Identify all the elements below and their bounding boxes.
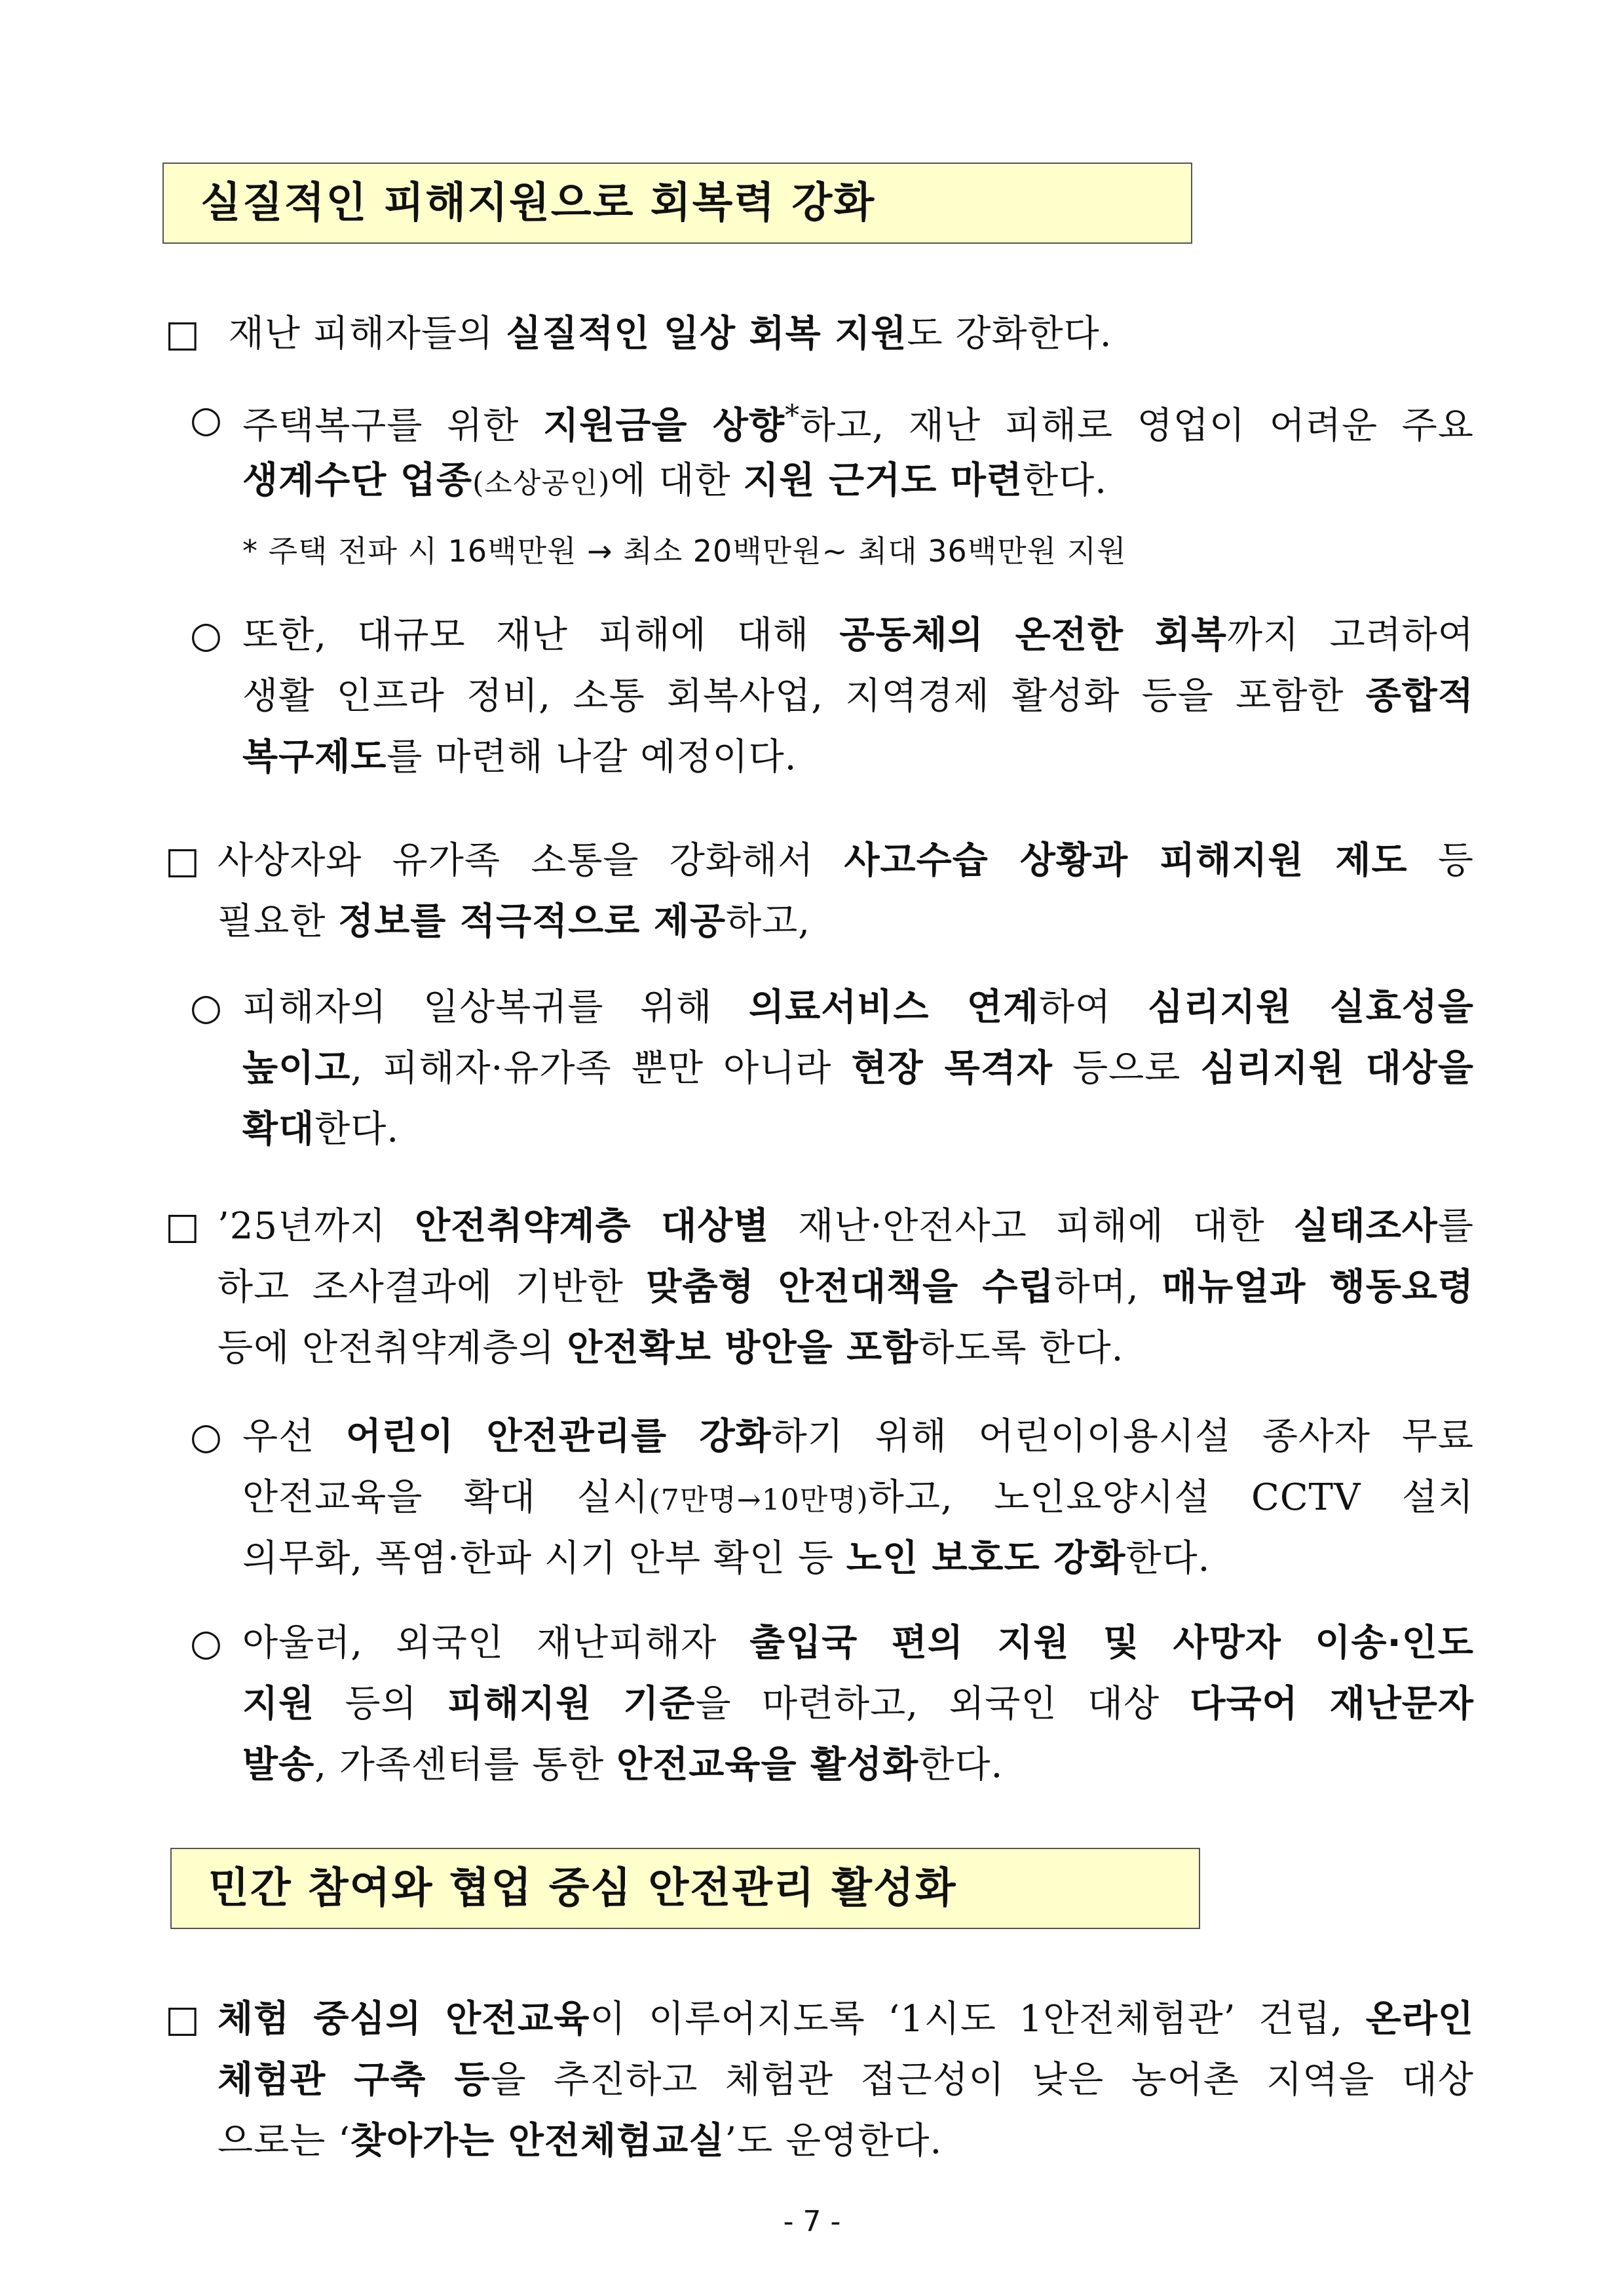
paragraph-line: 복구제도를 마련해 나갈 예정이다. bbox=[242, 736, 797, 778]
sub-bullet-marker: ○ bbox=[190, 398, 223, 441]
paragraph-line: 필요한 정보를 적극적으로 제공하고, bbox=[217, 900, 811, 943]
section-heading-collaboration bbox=[170, 1848, 1200, 1929]
paragraph-line: 체험 중심의 안전교육이 이루어지도록 ‘1시도 1안전체험관’ 건립, 온라인 bbox=[217, 1998, 1474, 2040]
paragraph-line: 으로는 ‘찾아가는 안전체험교실’도 운영한다. bbox=[217, 2120, 943, 2162]
footnote: * 주택 전파 시 16백만원 → 최소 20백만원∼ 최대 36백만원 지원 bbox=[242, 533, 1127, 569]
paragraph-line: 등에 안전취약계층의 안전확보 방안을 포함하도록 한다. bbox=[217, 1327, 1124, 1369]
paragraph-line: 의무화, 폭염·한파 시기 안부 확인 등 노인 보호도 강화한다. bbox=[242, 1537, 1211, 1580]
box-bullet: □ bbox=[165, 839, 200, 882]
paragraph-line: 생계수단 업종(소상공인)에 대한 지원 근거도 마련한다. bbox=[242, 459, 1107, 502]
paragraph-line: 높이고, 피해자·유가족 뿐만 아니라 현장 목격자 등으로 심리지원 대상을 bbox=[242, 1047, 1475, 1090]
paragraph-line: 사상자와 유가족 소통을 강화해서 사고수습 상황과 피해지원 제도 등 bbox=[217, 839, 1474, 882]
paragraph-line: 생활 인프라 정비, 소통 회복사업, 지역경제 활성화 등을 포함한 종합적 bbox=[242, 675, 1474, 718]
box-bullet: □ bbox=[165, 1998, 200, 2040]
paragraph-line: ’25년까지 안전취약계층 대상별 재난·안전사고 피해에 대한 실태조사를 bbox=[217, 1205, 1474, 1248]
page-number: - 7 - bbox=[783, 2205, 841, 2238]
paragraph-line: 발송, 가족센터를 통한 안전교육을 활성화한다. bbox=[242, 1744, 1004, 1786]
box-bullet: □ bbox=[165, 313, 200, 355]
section-heading-text: 실질적인 피해지원으로 회복력 강화 bbox=[200, 179, 876, 227]
sub-bullet-marker: ○ bbox=[190, 1622, 223, 1664]
paragraph-line: 피해자의 일상복귀를 위해 의료서비스 연계하여 심리지원 실효성을 bbox=[242, 986, 1475, 1029]
paragraph-line: 하고 조사결과에 기반한 맞춤형 안전대책을 수립하며, 매뉴얼과 행동요령 bbox=[217, 1266, 1475, 1309]
paragraph-line: 안전교육을 확대 실시(7만명→10만명)하고, 노인요양시설 CCTV 설치 bbox=[242, 1476, 1475, 1519]
paragraph-line: 아울러, 외국인 재난피해자 출입국 편의 지원 및 사망자 이송·인도 bbox=[242, 1622, 1474, 1664]
paragraph-line: 체험관 구축 등을 추진하고 체험관 접근성이 낮은 농어촌 지역을 대상 bbox=[217, 2059, 1475, 2101]
paragraph-line: 주택복구를 위한 지원금을 상향*하고, 재난 피해로 영업이 어려운 주요 bbox=[242, 399, 1474, 448]
sub-bullet-marker: ○ bbox=[190, 1415, 223, 1458]
paragraph-line: 지원 등의 피해지원 기준을 마련하고, 외국인 대상 다국어 재난문자 bbox=[242, 1683, 1475, 1725]
sub-bullet-marker: ○ bbox=[190, 614, 223, 657]
box-bullet: □ bbox=[165, 1205, 200, 1248]
paragraph-line: 확대한다. bbox=[242, 1108, 400, 1151]
paragraph-line: □ 재난 피해자들의 실질적인 일상 회복 지원도 강화한다. bbox=[165, 313, 1112, 355]
paragraph-line: 또한, 대규모 재난 피해에 대해 공동체의 온전한 회복까지 고려하여 bbox=[242, 614, 1474, 657]
section-heading-text: 민간 참여와 협업 중심 안전관리 활성화 bbox=[208, 1864, 957, 1913]
section-heading-recovery bbox=[162, 163, 1192, 244]
paragraph-line: 우선 어린이 안전관리를 강화하기 위해 어린이이용시설 종사자 무료 bbox=[242, 1415, 1475, 1458]
sub-bullet-marker: ○ bbox=[190, 986, 223, 1029]
